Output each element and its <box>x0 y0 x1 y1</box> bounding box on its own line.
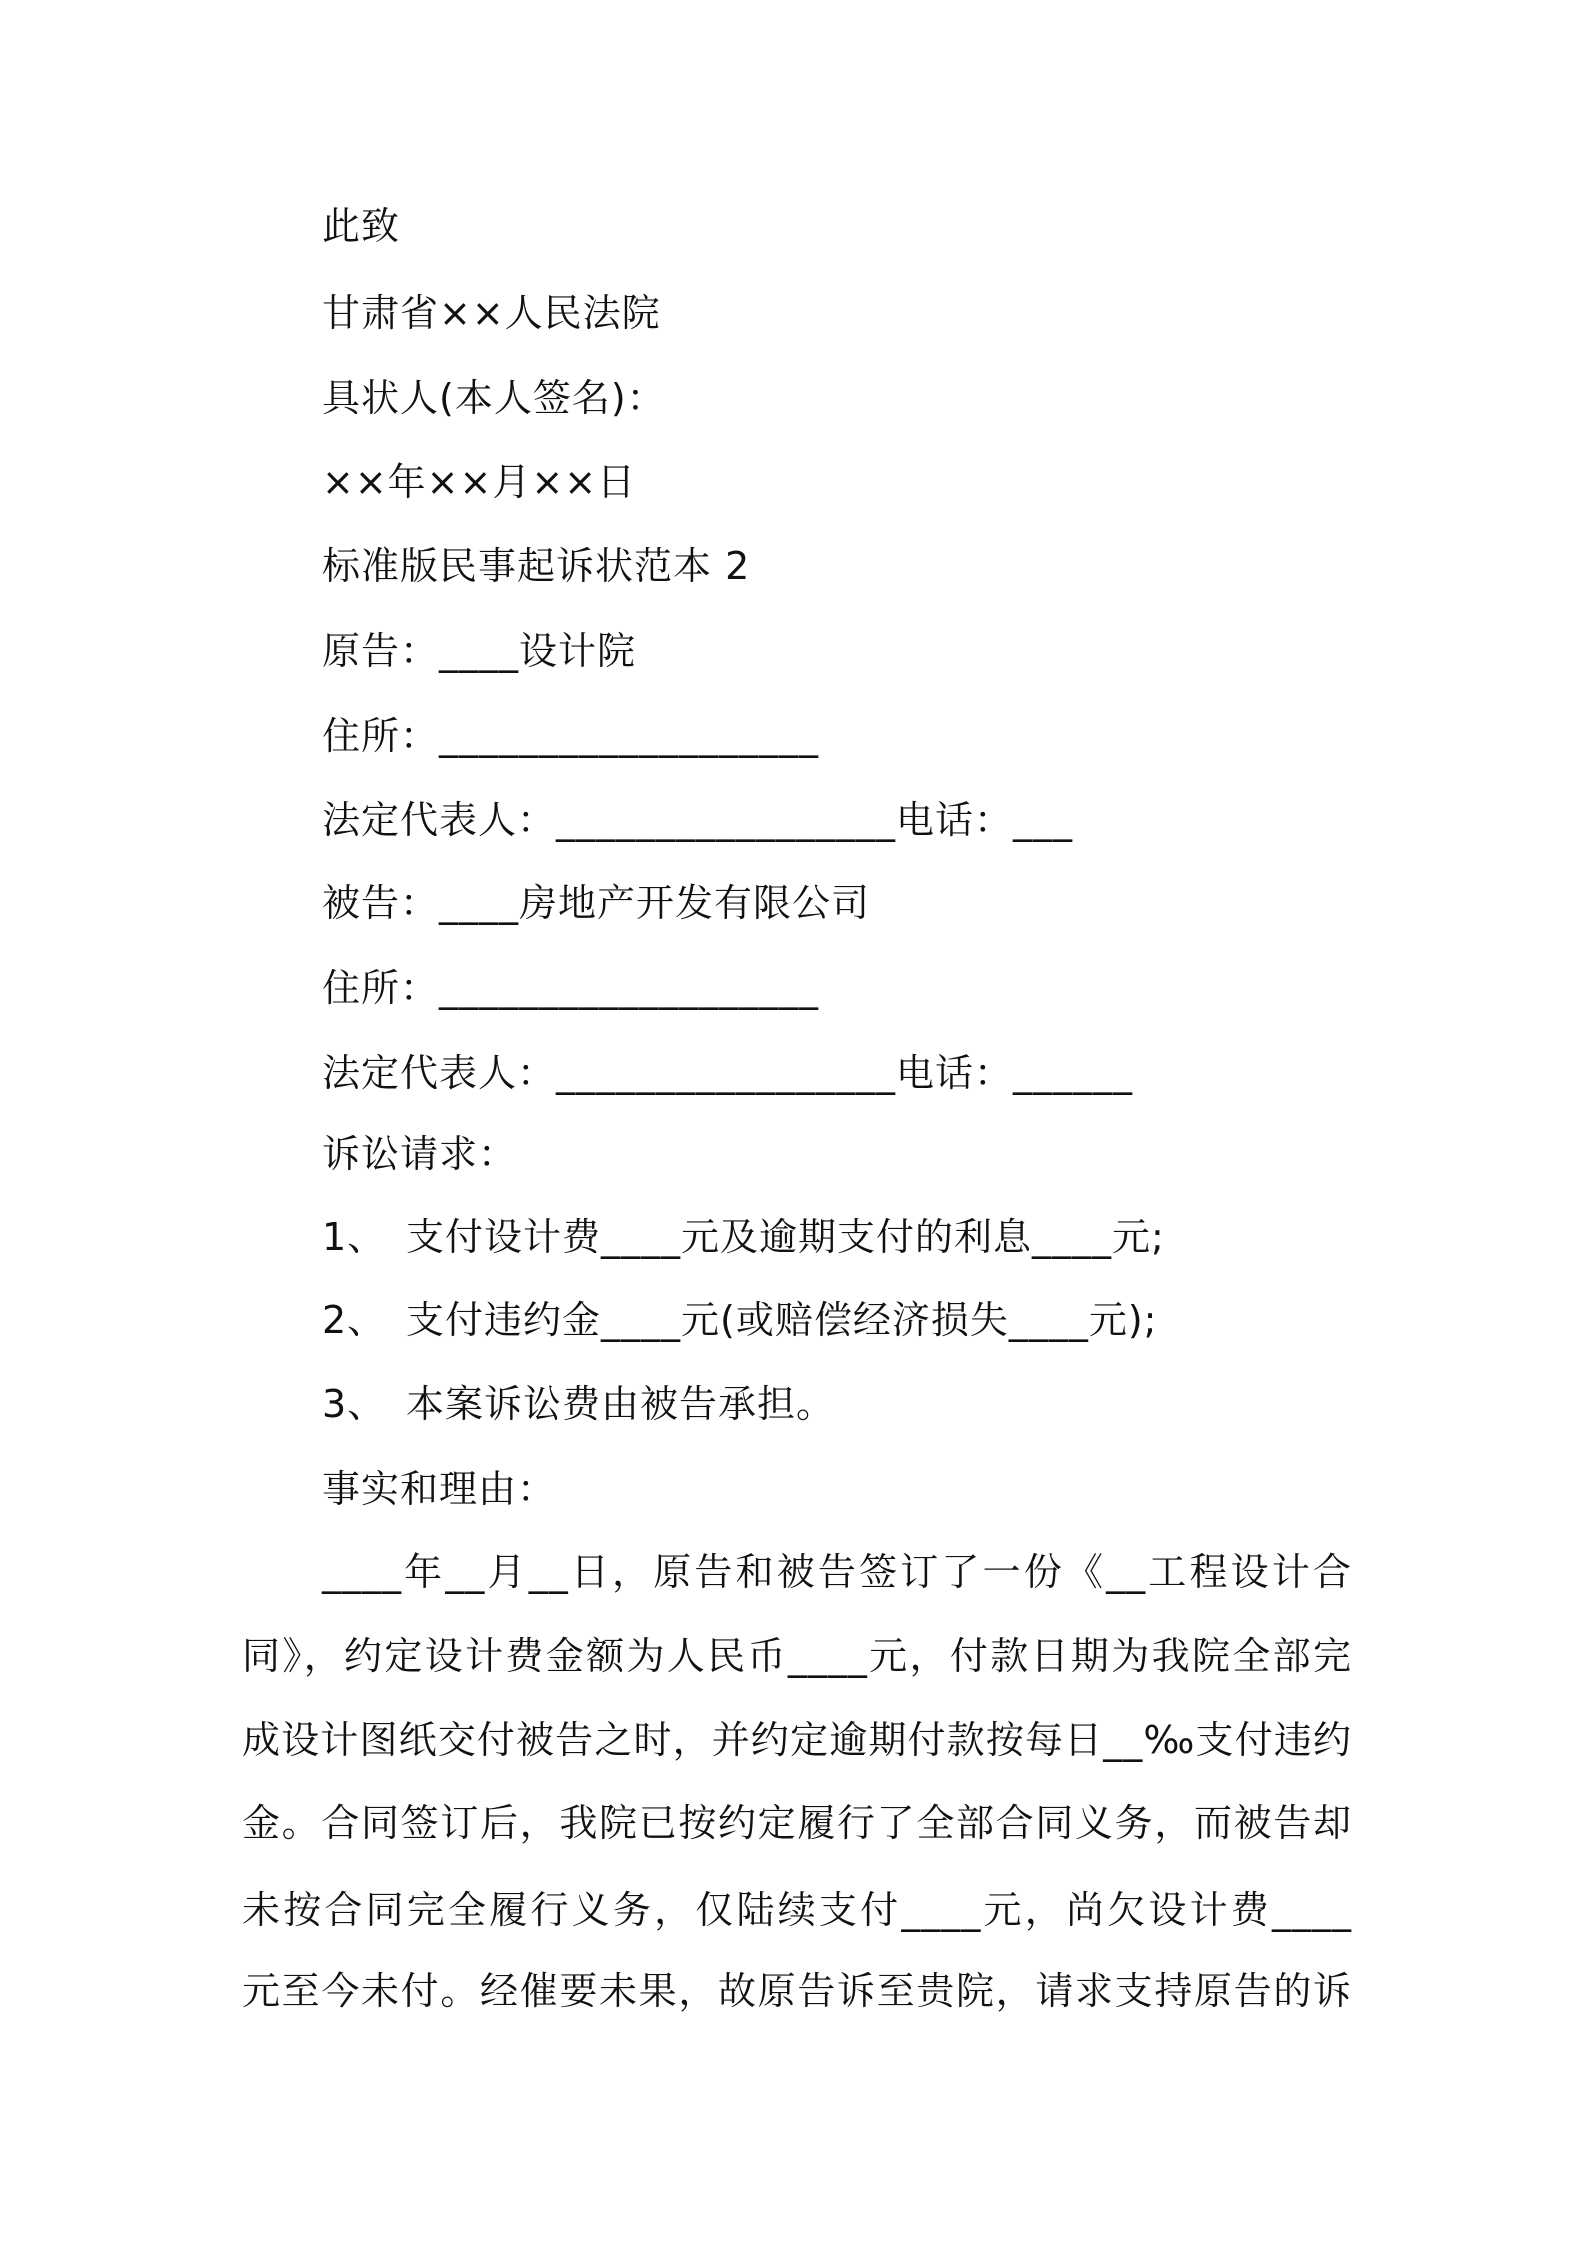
signatory-line: 具状人(本人签名)： <box>322 376 666 420</box>
claim-text: 支付设计费____元及逾期支付的利息____元; <box>406 1215 1165 1259</box>
template-title: 标准版民事起诉状范本 2 <box>322 544 751 588</box>
defendant-representative-line: 法定代表人：_________________电话：______ <box>322 1051 1134 1095</box>
defendant-address-line: 住所：___________________ <box>322 966 820 1010</box>
claim-number: 1、 <box>322 1215 387 1259</box>
claim-item <box>322 1294 1157 1346</box>
facts-paragraph-line: 未按合同完全履行义务，仅陆续支付____元，尚欠设计费____ <box>242 1888 1352 1932</box>
plaintiff-line: 原告：____设计院 <box>322 629 637 673</box>
date-line: ××年××月××日 <box>322 460 637 504</box>
facts-paragraph-line: 同》，约定设计费金额为人民币____元，付款日期为我院全部完 <box>242 1634 1352 1678</box>
claim-item <box>322 1211 1165 1263</box>
court-name: 甘肃省××人民法院 <box>322 291 661 335</box>
facts-paragraph-line: 金。合同签订后，我院已按约定履行了全部合同义务，而被告却 <box>242 1801 1352 1845</box>
facts-heading: 事实和理由： <box>322 1467 557 1511</box>
closing-salutation: 此致 <box>322 204 401 248</box>
facts-paragraph-line: 元至今未付。经催要未果，故原告诉至贵院，请求支持原告的诉 <box>242 1969 1352 2013</box>
claim-item <box>322 1378 835 1430</box>
defendant-line: 被告：____房地产开发有限公司 <box>322 881 871 925</box>
claim-number: 2、 <box>322 1298 387 1342</box>
plaintiff-address-line: 住所：___________________ <box>322 714 820 758</box>
claims-heading: 诉讼请求： <box>322 1132 518 1176</box>
claim-number: 3、 <box>322 1382 387 1426</box>
plaintiff-representative-line: 法定代表人：_________________电话：___ <box>322 798 1074 842</box>
claim-text: 支付违约金____元(或赔偿经济损失____元); <box>406 1298 1158 1342</box>
claim-text: 本案诉讼费由被告承担。 <box>406 1382 836 1426</box>
facts-paragraph-line: 成设计图纸交付被告之时，并约定逾期付款按每日__‰支付违约 <box>242 1718 1352 1762</box>
facts-paragraph-line: ____年__月__日，原告和被告签订了一份《__工程设计合 <box>322 1550 1352 1594</box>
